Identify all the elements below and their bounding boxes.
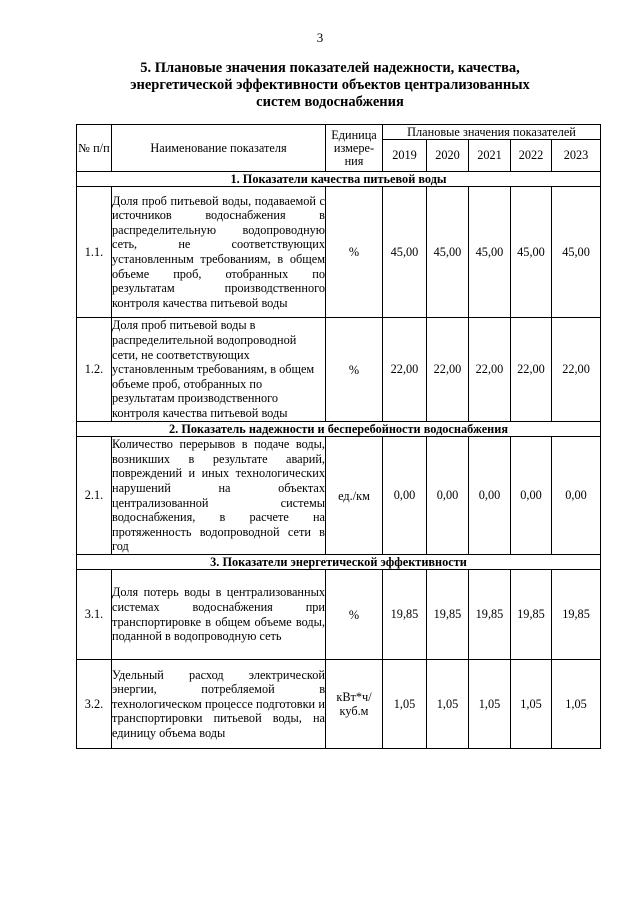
- section-title: 2. Показатель надежности и бесперебойности водоснабжения: [77, 422, 601, 437]
- row-unit: ед./км: [326, 437, 383, 555]
- header-year: 2019: [383, 140, 427, 172]
- row-value: 1,05: [511, 660, 552, 749]
- row-num: 3.1.: [77, 570, 112, 660]
- row-value: 19,85: [469, 570, 511, 660]
- section-row: [77, 422, 601, 437]
- row-value: 0,00: [469, 437, 511, 555]
- header-unit: Единица измере-ния: [326, 125, 383, 172]
- row-value: 1,05: [383, 660, 427, 749]
- row-value: 22,00: [511, 318, 552, 422]
- row-unit: %: [326, 187, 383, 318]
- header-name: Наименование показателя: [112, 125, 326, 172]
- row-value: 0,00: [552, 437, 601, 555]
- row-num: 2.1.: [77, 437, 112, 555]
- table-row: [77, 318, 601, 422]
- document-heading: [110, 60, 550, 111]
- row-value: 0,00: [383, 437, 427, 555]
- row-unit: %: [326, 570, 383, 660]
- row-value: 22,00: [427, 318, 469, 422]
- row-name: Удельный расход электрической энергии, потребляемой в технологическом процессе подготовки и транспортировки питьевой воды, на единицу объема воды: [112, 660, 326, 749]
- section-title: 3. Показатели энергетической эффективности: [77, 555, 601, 570]
- header-year: 2021: [469, 140, 511, 172]
- row-value: 19,85: [552, 570, 601, 660]
- table-row: [77, 187, 601, 318]
- heading-line-1: 5. Плановые значения показателей надежности, качества,: [140, 60, 520, 76]
- row-num: 1.2.: [77, 318, 112, 422]
- row-name: Доля проб питьевой воды в распределительной водопроводной сети, не соответствующих установленным требованиям, в общем объеме проб, отобранных по результатам производственного контроля качества питьевой воды: [112, 318, 326, 422]
- section-row: [77, 172, 601, 187]
- row-value: 22,00: [469, 318, 511, 422]
- header-year: 2023: [552, 140, 601, 172]
- header-year: 2022: [511, 140, 552, 172]
- header-plan: Плановые значения показателей: [383, 125, 601, 140]
- row-value: 1,05: [469, 660, 511, 749]
- row-value: 45,00: [511, 187, 552, 318]
- row-value: 19,85: [427, 570, 469, 660]
- row-value: 45,00: [383, 187, 427, 318]
- section-row: [77, 555, 601, 570]
- row-value: 19,85: [383, 570, 427, 660]
- table-row: [77, 660, 601, 749]
- row-value: 0,00: [511, 437, 552, 555]
- table-row: [77, 570, 601, 660]
- heading-line-3: систем водоснабжения: [256, 94, 404, 110]
- row-value: 45,00: [552, 187, 601, 318]
- row-name: Доля потерь воды в централизованных системах водоснабжения при транспортировке в общем объеме воды, поданной в водопроводную сеть: [112, 570, 326, 660]
- row-value: 45,00: [427, 187, 469, 318]
- indicators-table: [76, 124, 601, 749]
- row-num: 3.2.: [77, 660, 112, 749]
- row-value: 0,00: [427, 437, 469, 555]
- row-unit: кВт*ч/ куб.м: [326, 660, 383, 749]
- row-value: 1,05: [552, 660, 601, 749]
- row-value: 22,00: [552, 318, 601, 422]
- table-row: [77, 437, 601, 555]
- row-unit: %: [326, 318, 383, 422]
- row-value: 19,85: [511, 570, 552, 660]
- row-name: Доля проб питьевой воды, подаваемой с источников водоснабжения в распределительную водопроводную сеть, не соответствующих установленным требованиям, в общем объеме проб, отобранных по результатам производственного контроля качества питьевой воды: [112, 187, 326, 318]
- row-name: Количество перерывов в подаче воды, возникших в результате аварий, повреждений и иных технологических нарушений на объектах централизованной системы водоснабжения, в расчете на протяженность водопроводной сети в год: [112, 437, 325, 554]
- header-num: № п/п: [77, 125, 112, 172]
- section-title: 1. Показатели качества питьевой воды: [77, 172, 601, 187]
- header-year: 2020: [427, 140, 469, 172]
- row-num: 1.1.: [77, 187, 112, 318]
- row-value: 1,05: [427, 660, 469, 749]
- row-value: 22,00: [383, 318, 427, 422]
- heading-line-2: энергетической эффективности объектов централизованных: [130, 77, 530, 93]
- row-value: 45,00: [469, 187, 511, 318]
- page-number: 3: [316, 30, 324, 45]
